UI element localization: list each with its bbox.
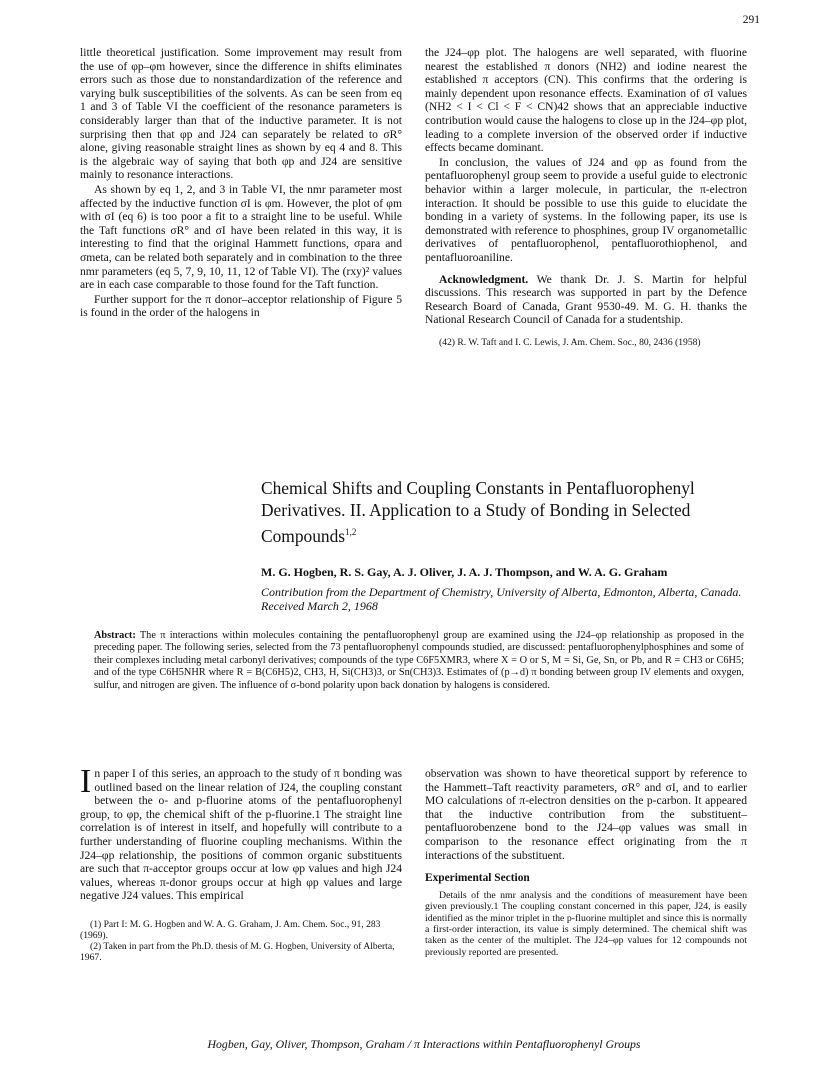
footer-journal-title: π Interactions within Pentafluorophenyl Groups <box>413 1037 641 1051</box>
acknowledgment-text: We thank Dr. J. S. Martin for helpful discussions. This research was supported in part by the Defence Research Board of Canada, Grant 9530-49. M. G. H. thanks the National Research Council of Canada for a studentship. <box>425 272 747 327</box>
footnotes <box>80 919 402 963</box>
body-paragraph: Further support for the π donor–acceptor relationship of Figure 5 is found in the order of the halogens in <box>80 292 402 320</box>
title-text: Chemical Shifts and Coupling Constants in Pentafluorophenyl Derivatives. II. Application to a Study of Bonding in Selected Compounds <box>261 478 695 546</box>
body-paragraph: the J24–φp plot. The halogens are well separated, with fluorine nearest the established π donors (NH2) and iodine nearest the established π acceptors (CN). This confirms that the ordering is mainly dependent upon resonance effects. Examination of σI values (NH2 < I < Cl < F < CN)42 shows that an appreciable inductive contribution would cause the halogens to close up in the J24–φp plot, leading to a complete inversion of the observed order if inductive effects became dominant. <box>425 46 747 155</box>
acknowledgment-label: Acknowledgment. <box>439 272 529 286</box>
abstract <box>94 630 744 692</box>
footnote-2: (2) Taken in part from the Ph.D. thesis of M. G. Hogben, University of Alberta, 1967. <box>80 940 395 963</box>
footer-authors: Hogben, Gay, Oliver, Thompson, Graham <box>207 1037 405 1051</box>
intro-left-column <box>80 763 402 963</box>
section-heading: Experimental Section <box>425 872 530 885</box>
intro-paragraph <box>80 763 402 903</box>
intro-right-column <box>425 767 747 959</box>
running-footer <box>0 1037 820 1052</box>
article-title <box>261 477 761 547</box>
acknowledgment <box>425 273 747 327</box>
intro-right-text: observation was shown to have theoretical support by reference to the Hammett–Taft reactivity parameters, σR° and σI, and to earlier MO calculations of π-electron densities on the p-carbon. It appeared that the inductive contribution from the substituent–pentafluorobenzene bond to the J24–φp values was small in comparison to the resonance effect originating from the π interactions of the substituent. <box>425 767 747 862</box>
body-paragraph: As shown by eq 1, 2, and 3 in Table VI, the nmr parameter most affected by the inductive function σI is φm. However, the plot of φm with σI (eq 6) is too poor a fit to a straight line to be useful. While the Taft functions σR° and σI have been related in this way, it is interesting to find that the original Hammett functions, σpara and σmeta, can be related both separately and in combination to the three nmr parameters (eq 5, 7, 9, 10, 11, 12 of Table VI). The (rxy)² values are in each case comparable to those found for the Taft function. <box>80 182 402 292</box>
affiliation: Contribution from the Department of Chemistry, University of Alberta, Edmonton, Alberta, Canada. Received March 2, 1968 <box>261 584 742 613</box>
page-number: 291 <box>742 14 760 26</box>
footnote-1: (1) Part I: M. G. Hogben and W. A. G. Graham, J. Am. Chem. Soc., 91, 283 (1969). <box>80 918 381 941</box>
author-list: M. G. Hogben, R. S. Gay, A. J. Oliver, J. A. J. Thompson, and W. A. G. Graham <box>261 564 668 579</box>
top-right-column <box>425 46 747 349</box>
intro-left-text: n paper I of this series, an approach to the study of π bonding was outlined based on the linear relation of J24, the coupling constant between the o- and p-fluorine atoms of the pentafluorophenyl group, to φp, the chemical shift of the p-fluorine.1 The straight line correlation is of interest in itself, and hopefully will contribute to a further understanding of fluorine coupling mechanisms. Within the J24–φp relationship, the positions of common organic substituents are such that π-acceptor groups occur at low φp values and high J24 values, whereas π-donor groups occur at high φp values and large negative J24 values. This empirical <box>80 767 402 903</box>
body-paragraph: In conclusion, the values of J24 and φp as found from the pentafluorophenyl group seem to provide a useful guide to electronic behavior within a larger molecule, in particular, the π-electron interaction. It should be possible to use this guide to elucidate the bonding in a variety of systems. In the following paper, its use is demonstrated with reference to phosphines, group IV organometallic derivatives of pentafluorophenol, pentafluorothiophenol, and pentafluoroaniline. <box>425 155 747 264</box>
drop-cap: I <box>80 763 92 800</box>
body-paragraph: little theoretical justification. Some improvement may result from the use of φp–φm however, since the difference in shifts eliminates errors such as those due to nonstandardization of the reference and varying bulk susceptibilities of the solvents. As can be seen from eq 1 and 3 of Table VI the coefficient of the resonance parameters is considerably larger than that of the inductive parameter. It is not surprising then that φp and J24 can separately be related to σR° alone, giving reasonable straight lines as shown by eq 4 and 8. This is the algebraic way of saying that both φp and J24 are sensitive mainly to resonance interactions. <box>80 46 402 182</box>
top-left-column <box>80 46 402 321</box>
footnote-42: (42) R. W. Taft and I. C. Lewis, J. Am. Chem. Soc., 80, 2436 (1958) <box>439 336 701 348</box>
article-header <box>261 477 761 613</box>
abstract-text: The π interactions within molecules containing the pentafluorophenyl group are examined using the J24–φp relationship as proposed in the preceding paper. The following series, selected from the 73 pentafluorophenyl compounds studied, are discussed: pentafluorophenylphosphines and some of their complexes including metal carbonyl derivatives; compounds of the type C6F5XMR3, where X = O or S, M = Si, Ge, Sn, or Pb, and R = CH3 or C6H5; and of the type C6H5NHR where R = B(C6H5)2, CH3, H, Si(CH3)3, or Sn(CH3)3. Estimates of (p→d) π bonding between group IV elements and oxygen, sulfur, and nitrogen are given. The influence of σ-bond polarity upon back donation by halogens is considered. <box>94 630 744 691</box>
abstract-label: Abstract: <box>94 630 136 641</box>
title-footnote-marks: 1,2 <box>345 527 357 537</box>
footer-separator: / <box>407 1037 411 1051</box>
experimental-text: Details of the nmr analysis and the conditions of measurement have been given previously.1 The coupling constant concerned in this paper, J24, is easily identified as the minor triplet in the p-fluorine multiplet and since this is normally a first-order interaction, its value is simply determined. The chemical shift was taken as the center of the multiplet. The J24–φp values for 12 compounds not previously reported are presented. <box>425 889 747 958</box>
